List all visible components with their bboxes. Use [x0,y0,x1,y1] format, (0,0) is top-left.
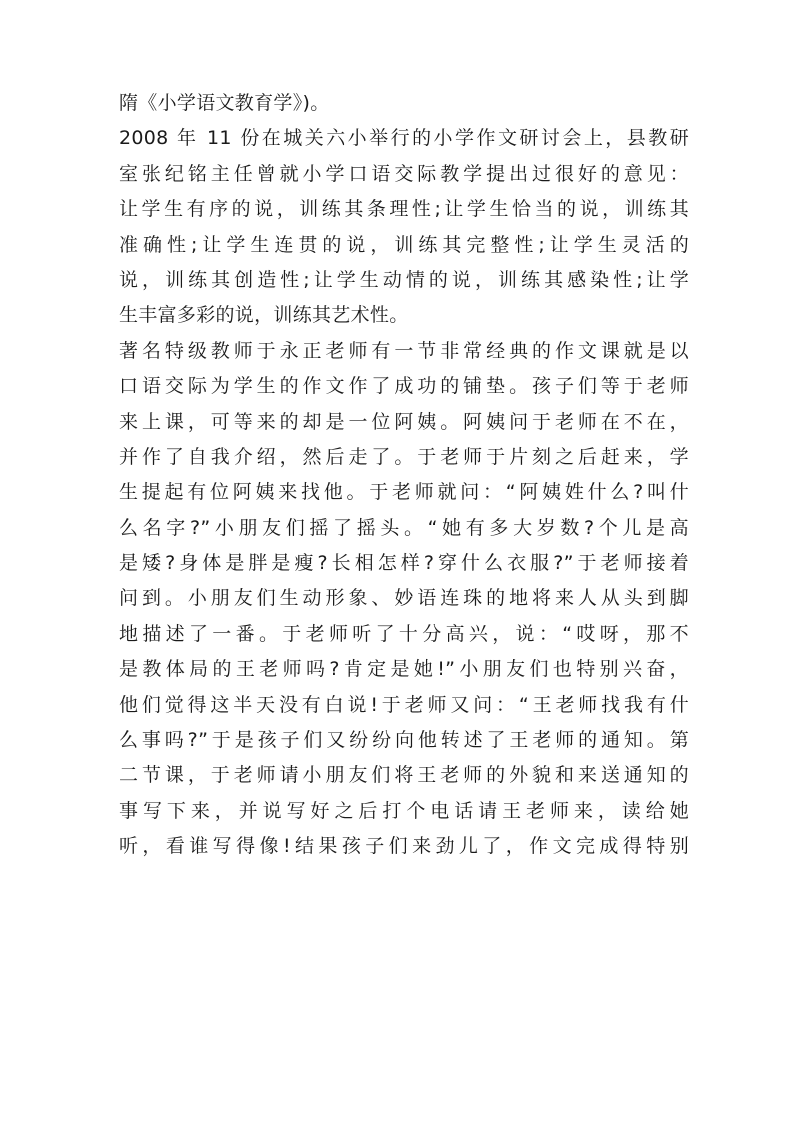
text-line: 2008 年 11 份在城关六小举行的小学作文研讨会上，县教研 [119,127,689,150]
text-line: 隋《小学语文教育学》)。 [119,92,330,114]
text-line: 二节课，于老师请小朋友们将王老师的外貌和来送通知的 [119,764,689,787]
text-line: 地描述了一番。于老师听了十分高兴，说：“哎呀，那不 [119,622,689,645]
text-line: 么事吗?”于是孩子们又纷纷向他转述了王老师的通知。第 [119,729,689,752]
text-line: 问到。小朋友们生动形象、妙语连珠的地将来人从头到脚 [119,587,689,610]
text-line: 口语交际为学生的作文作了成功的铺垫。孩子们等于老师 [119,375,689,398]
text-line: 生提起有位阿姨来找他。于老师就问：“阿姨姓什么?叫什 [119,481,689,504]
text-line: 让学生有序的说，训练其条理性;让学生恰当的说，训练其 [119,198,689,221]
text-line: 来上课，可等来的却是一位阿姨。阿姨问于老师在不在， [119,410,689,433]
text-line: 室张纪铭主任曾就小学口语交际教学提出过很好的意见： [119,162,689,185]
text-line: 事写下来，并说写好之后打个电话请王老师来，读给她 [119,799,689,822]
text-line: 是矮?身体是胖是瘦?长相怎样?穿什么衣服?”于老师接着 [119,552,689,575]
text-line: 著名特级教师于永正老师有一节非常经典的作文课就是以 [119,339,689,362]
text-line: 生丰富多彩的说，训练其艺术性。 [119,304,409,327]
text-line: 他们觉得这半天没有白说!于老师又问：“王老师找我有什 [119,693,689,716]
body-text [119,86,689,865]
text-line: 并作了自我介绍，然后走了。于老师于片刻之后赶来，学 [119,445,689,468]
text-line: 说，训练其创造性;让学生动情的说，训练其感染性;让学 [119,268,689,291]
text-line: 么名字?”小朋友们摇了摇头。“她有多大岁数?个儿是高 [119,516,689,539]
text-line: 听，看谁写得像!结果孩子们来劲儿了，作文完成得特别 [119,835,689,858]
text-line: 是教体局的王老师吗?肯定是她!”小朋友们也特别兴奋， [119,658,689,681]
text-line: 准确性;让学生连贯的说，训练其完整性;让学生灵活的 [119,233,689,256]
